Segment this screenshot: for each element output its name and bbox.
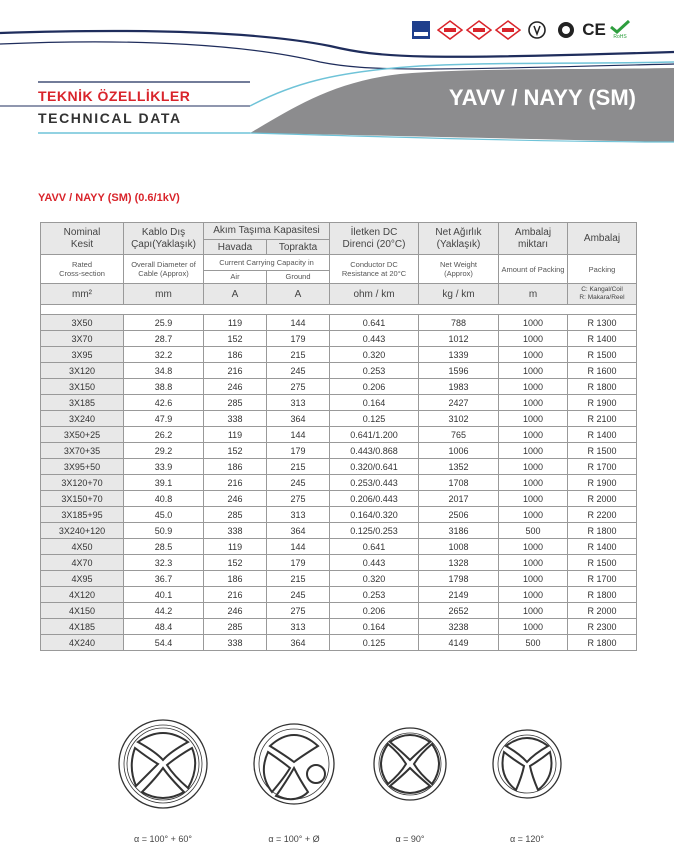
table-row bbox=[41, 555, 637, 571]
cell-weight: 2427 bbox=[419, 395, 499, 411]
unit-packing: C: Kangal/Coil R: Makara/Reel bbox=[568, 284, 637, 305]
cell-ground: 144 bbox=[267, 315, 330, 331]
cell-air: 216 bbox=[204, 587, 267, 603]
table-row bbox=[41, 635, 637, 651]
cell-packing-amount: 1000 bbox=[499, 411, 568, 427]
cell-resistance: 0.443 bbox=[330, 331, 419, 347]
cell-weight: 1352 bbox=[419, 459, 499, 475]
cell-weight: 1008 bbox=[419, 539, 499, 555]
cell-diameter: 28.5 bbox=[124, 539, 204, 555]
cell-weight: 1983 bbox=[419, 379, 499, 395]
product-title: YAVV / NAYY (SM) bbox=[448, 85, 636, 110]
cell-packing-amount: 1000 bbox=[499, 443, 568, 459]
cell-ground: 144 bbox=[267, 539, 330, 555]
cell-packing: R 2200 bbox=[568, 507, 637, 523]
table-row bbox=[41, 507, 637, 523]
table-row bbox=[41, 459, 637, 475]
cell-ground: 179 bbox=[267, 555, 330, 571]
header-weight-tr: Net Ağırlık (Yaklaşık) bbox=[419, 223, 499, 255]
cell-resistance: 0.253/0.443 bbox=[330, 475, 419, 491]
cell-air: 152 bbox=[204, 443, 267, 459]
cell-packing-amount: 1000 bbox=[499, 395, 568, 411]
cell-diameter: 25.9 bbox=[124, 315, 204, 331]
cell-ground: 215 bbox=[267, 347, 330, 363]
cell-section: 3X185 bbox=[41, 395, 124, 411]
cell-air: 186 bbox=[204, 459, 267, 475]
header-capacity-tr: Akım Taşıma Kapasitesi bbox=[204, 223, 330, 240]
cell-diameter: 39.1 bbox=[124, 475, 204, 491]
cell-packing-amount: 1000 bbox=[499, 603, 568, 619]
cell-packing: R 1400 bbox=[568, 539, 637, 555]
diagram-label-4: α = 120° bbox=[509, 834, 545, 844]
cell-diameter: 29.2 bbox=[124, 443, 204, 459]
cell-air: 246 bbox=[204, 603, 267, 619]
cell-packing: R 1500 bbox=[568, 555, 637, 571]
cell-packing-amount: 1000 bbox=[499, 619, 568, 635]
cell-ground: 245 bbox=[267, 475, 330, 491]
cell-section: 3X95+50 bbox=[41, 459, 124, 475]
cell-air: 152 bbox=[204, 331, 267, 347]
cell-resistance: 0.641 bbox=[330, 539, 419, 555]
cell-air: 246 bbox=[204, 491, 267, 507]
cell-packing-amount: 1000 bbox=[499, 507, 568, 523]
cell-section: 3X150+70 bbox=[41, 491, 124, 507]
cell-section: 3X240 bbox=[41, 411, 124, 427]
cell-diameter: 40.1 bbox=[124, 587, 204, 603]
cell-section: 4X150 bbox=[41, 603, 124, 619]
cell-diameter: 26.2 bbox=[124, 427, 204, 443]
page-title-en: TECHNICAL DATA bbox=[38, 110, 182, 126]
cell-diameter: 28.7 bbox=[124, 331, 204, 347]
cell-ground: 275 bbox=[267, 603, 330, 619]
table-row bbox=[41, 571, 637, 587]
cell-weight: 1006 bbox=[419, 443, 499, 459]
cell-diameter: 42.6 bbox=[124, 395, 204, 411]
cell-air: 186 bbox=[204, 571, 267, 587]
cell-diameter: 36.7 bbox=[124, 571, 204, 587]
unit-weight: kg / km bbox=[419, 284, 499, 305]
cell-packing-amount: 1000 bbox=[499, 379, 568, 395]
cell-resistance: 0.125 bbox=[330, 411, 419, 427]
cell-weight: 765 bbox=[419, 427, 499, 443]
table-row bbox=[41, 379, 637, 395]
cell-packing-amount: 1000 bbox=[499, 571, 568, 587]
header-capacity-en: Current Carrying Capacity in bbox=[204, 255, 330, 271]
cell-packing-amount: 1000 bbox=[499, 427, 568, 443]
cable-diagrams bbox=[0, 712, 674, 858]
cell-ground: 313 bbox=[267, 507, 330, 523]
cell-diameter: 40.8 bbox=[124, 491, 204, 507]
cell-packing: R 1700 bbox=[568, 571, 637, 587]
cell-air: 152 bbox=[204, 555, 267, 571]
header-packing-en: Packing bbox=[568, 255, 637, 284]
iso-icon bbox=[466, 20, 492, 40]
cell-ground: 179 bbox=[267, 443, 330, 459]
cell-section: 3X240+120 bbox=[41, 523, 124, 539]
table-row bbox=[41, 475, 637, 491]
cell-packing: R 1800 bbox=[568, 635, 637, 651]
cell-packing: R 1900 bbox=[568, 475, 637, 491]
cell-weight: 1708 bbox=[419, 475, 499, 491]
cell-resistance: 0.206 bbox=[330, 379, 419, 395]
cell-resistance: 0.641 bbox=[330, 315, 419, 331]
cell-weight: 4149 bbox=[419, 635, 499, 651]
table-row bbox=[41, 411, 637, 427]
cable-cross-section-3-core-round-neutral-icon bbox=[252, 712, 336, 824]
cell-weight: 3238 bbox=[419, 619, 499, 635]
cell-weight: 788 bbox=[419, 315, 499, 331]
cell-air: 119 bbox=[204, 427, 267, 443]
unit-resistance: ohm / km bbox=[330, 284, 419, 305]
cell-packing: R 2100 bbox=[568, 411, 637, 427]
diagram-label-3: α = 90° bbox=[395, 834, 425, 844]
header-diameter-tr: Kablo Dış Çapı(Yaklaşık) bbox=[124, 223, 204, 255]
unit-section: mm² bbox=[41, 284, 124, 305]
cell-packing: R 2300 bbox=[568, 619, 637, 635]
cell-ground: 179 bbox=[267, 331, 330, 347]
cell-section: 3X70 bbox=[41, 331, 124, 347]
cell-weight: 2149 bbox=[419, 587, 499, 603]
cell-resistance: 0.320 bbox=[330, 347, 419, 363]
cell-air: 338 bbox=[204, 523, 267, 539]
cell-packing-amount: 1000 bbox=[499, 491, 568, 507]
cell-air: 338 bbox=[204, 411, 267, 427]
cell-packing: R 1900 bbox=[568, 395, 637, 411]
cell-packing: R 1700 bbox=[568, 459, 637, 475]
table-row bbox=[41, 395, 637, 411]
cable-cross-section-4-core-icon bbox=[118, 712, 208, 824]
cell-resistance: 0.164/0.320 bbox=[330, 507, 419, 523]
cell-diameter: 47.9 bbox=[124, 411, 204, 427]
iso-icon bbox=[495, 20, 521, 40]
table-row bbox=[41, 587, 637, 603]
header-packing-amount-tr: Ambalaj miktarı bbox=[499, 223, 568, 255]
cell-ground: 364 bbox=[267, 635, 330, 651]
cell-packing: R 1500 bbox=[568, 347, 637, 363]
table-row bbox=[41, 363, 637, 379]
cell-air: 216 bbox=[204, 475, 267, 491]
cell-packing-amount: 1000 bbox=[499, 459, 568, 475]
cell-packing: R 1800 bbox=[568, 379, 637, 395]
section-subtitle: YAVV / NAYY (SM) (0.6/1kV) bbox=[38, 192, 180, 204]
cell-section: 3X185+95 bbox=[41, 507, 124, 523]
cell-packing: R 1800 bbox=[568, 523, 637, 539]
cell-diameter: 38.8 bbox=[124, 379, 204, 395]
cell-diameter: 44.2 bbox=[124, 603, 204, 619]
technical-data-table bbox=[40, 222, 637, 651]
cell-resistance: 0.206/0.443 bbox=[330, 491, 419, 507]
table-row bbox=[41, 331, 637, 347]
cell-diameter: 50.9 bbox=[124, 523, 204, 539]
cell-section: 4X95 bbox=[41, 571, 124, 587]
cell-air: 285 bbox=[204, 395, 267, 411]
cell-ground: 144 bbox=[267, 427, 330, 443]
cell-packing-amount: 1000 bbox=[499, 539, 568, 555]
cell-packing: R 2000 bbox=[568, 603, 637, 619]
cell-packing: R 1400 bbox=[568, 331, 637, 347]
cell-resistance: 0.641/1.200 bbox=[330, 427, 419, 443]
cell-ground: 313 bbox=[267, 395, 330, 411]
cell-section: 4X185 bbox=[41, 619, 124, 635]
cell-weight: 2652 bbox=[419, 603, 499, 619]
header-diameter-en: Overall Diameter of Cable (Approx) bbox=[124, 255, 204, 284]
cell-ground: 364 bbox=[267, 523, 330, 539]
cell-section: 3X120 bbox=[41, 363, 124, 379]
cell-ground: 313 bbox=[267, 619, 330, 635]
cell-diameter: 54.4 bbox=[124, 635, 204, 651]
cell-ground: 275 bbox=[267, 379, 330, 395]
table-row bbox=[41, 427, 637, 443]
cell-packing: R 1800 bbox=[568, 587, 637, 603]
table-row bbox=[41, 539, 637, 555]
cell-air: 186 bbox=[204, 347, 267, 363]
cell-section: 4X120 bbox=[41, 587, 124, 603]
cell-packing: R 1400 bbox=[568, 427, 637, 443]
cell-section: 4X50 bbox=[41, 539, 124, 555]
table-row bbox=[41, 491, 637, 507]
iso-icon bbox=[437, 20, 463, 40]
cell-resistance: 0.253 bbox=[330, 363, 419, 379]
pg-mark-icon bbox=[553, 20, 579, 40]
table-row bbox=[41, 523, 637, 539]
cell-packing: R 1500 bbox=[568, 443, 637, 459]
cell-diameter: 33.9 bbox=[124, 459, 204, 475]
header-resistance-en: Conductor DC Resistance at 20°C bbox=[330, 255, 419, 284]
cell-packing: R 1300 bbox=[568, 315, 637, 331]
cell-packing: R 2000 bbox=[568, 491, 637, 507]
cell-ground: 245 bbox=[267, 363, 330, 379]
cell-weight: 2506 bbox=[419, 507, 499, 523]
cell-resistance: 0.443/0.868 bbox=[330, 443, 419, 459]
cell-packing-amount: 1000 bbox=[499, 555, 568, 571]
g-mark-icon bbox=[524, 20, 550, 40]
page-title-tr: TEKNİK ÖZELLİKLER bbox=[38, 88, 191, 104]
cell-resistance: 0.125 bbox=[330, 635, 419, 651]
cell-resistance: 0.320 bbox=[330, 571, 419, 587]
cell-packing-amount: 500 bbox=[499, 523, 568, 539]
cell-air: 285 bbox=[204, 507, 267, 523]
cell-air: 285 bbox=[204, 619, 267, 635]
cable-cross-section-4-equal-core-icon bbox=[372, 712, 448, 824]
table-row bbox=[41, 315, 637, 331]
cell-ground: 215 bbox=[267, 571, 330, 587]
diagram-label-2: α = 100° + Ø bbox=[268, 834, 320, 844]
table-row bbox=[41, 443, 637, 459]
header-air-tr: Havada bbox=[204, 240, 267, 255]
cell-weight: 1328 bbox=[419, 555, 499, 571]
cell-packing-amount: 1000 bbox=[499, 587, 568, 603]
cell-packing-amount: 1000 bbox=[499, 315, 568, 331]
unit-diameter: mm bbox=[124, 284, 204, 305]
cell-packing-amount: 500 bbox=[499, 635, 568, 651]
cell-weight: 1596 bbox=[419, 363, 499, 379]
cell-ground: 215 bbox=[267, 459, 330, 475]
header-weight-en: Net Weight (Approx) bbox=[419, 255, 499, 284]
cell-ground: 245 bbox=[267, 587, 330, 603]
cell-weight: 2017 bbox=[419, 491, 499, 507]
cell-diameter: 32.2 bbox=[124, 347, 204, 363]
unit-ground: A bbox=[267, 284, 330, 305]
cell-air: 119 bbox=[204, 315, 267, 331]
cell-weight: 1012 bbox=[419, 331, 499, 347]
ce-mark-icon: CE bbox=[582, 20, 606, 39]
cell-section: 3X150 bbox=[41, 379, 124, 395]
cell-section: 3X50 bbox=[41, 315, 124, 331]
cell-resistance: 0.125/0.253 bbox=[330, 523, 419, 539]
cell-ground: 364 bbox=[267, 411, 330, 427]
table-row bbox=[41, 603, 637, 619]
cell-air: 119 bbox=[204, 539, 267, 555]
cable-cross-section-3-equal-core-icon bbox=[490, 712, 564, 824]
cell-resistance: 0.164 bbox=[330, 619, 419, 635]
cell-diameter: 45.0 bbox=[124, 507, 204, 523]
rohs-label: RoHS bbox=[613, 34, 627, 40]
cell-air: 246 bbox=[204, 379, 267, 395]
header-resistance-tr: İletken DC Direnci (20°C) bbox=[330, 223, 419, 255]
diagram-label-1: α = 100° + 60° bbox=[134, 834, 192, 844]
table-row bbox=[41, 619, 637, 635]
table-row bbox=[41, 347, 637, 363]
cell-resistance: 0.164 bbox=[330, 395, 419, 411]
tse-icon bbox=[408, 20, 434, 40]
unit-air: A bbox=[204, 284, 267, 305]
cell-packing-amount: 1000 bbox=[499, 363, 568, 379]
cell-section: 3X120+70 bbox=[41, 475, 124, 491]
header-packing-amount-en: Amount of Packing bbox=[499, 255, 568, 284]
cell-diameter: 34.8 bbox=[124, 363, 204, 379]
certification-badges bbox=[408, 20, 631, 40]
header-section-tr: Nominal Kesit bbox=[41, 223, 124, 255]
cell-air: 338 bbox=[204, 635, 267, 651]
cell-resistance: 0.320/0.641 bbox=[330, 459, 419, 475]
cell-section: 3X50+25 bbox=[41, 427, 124, 443]
header-air-en: Air bbox=[204, 270, 267, 283]
cell-section: 4X240 bbox=[41, 635, 124, 651]
header-ground-tr: Toprakta bbox=[267, 240, 330, 255]
rohs-icon bbox=[609, 20, 631, 40]
cell-packing-amount: 1000 bbox=[499, 331, 568, 347]
cell-air: 216 bbox=[204, 363, 267, 379]
cell-section: 3X70+35 bbox=[41, 443, 124, 459]
cell-section: 3X95 bbox=[41, 347, 124, 363]
header-section-en: Rated Cross-section bbox=[41, 255, 124, 284]
header-packing-tr: Ambalaj bbox=[568, 223, 637, 255]
header-ground-en: Ground bbox=[267, 270, 330, 283]
cell-section: 4X70 bbox=[41, 555, 124, 571]
cell-diameter: 32.3 bbox=[124, 555, 204, 571]
cell-packing-amount: 1000 bbox=[499, 347, 568, 363]
cell-packing-amount: 1000 bbox=[499, 475, 568, 491]
cell-resistance: 0.443 bbox=[330, 555, 419, 571]
unit-packing-amount: m bbox=[499, 284, 568, 305]
cell-weight: 1798 bbox=[419, 571, 499, 587]
cell-packing: R 1600 bbox=[568, 363, 637, 379]
cell-resistance: 0.253 bbox=[330, 587, 419, 603]
cell-ground: 275 bbox=[267, 491, 330, 507]
cell-weight: 3102 bbox=[419, 411, 499, 427]
cell-diameter: 48.4 bbox=[124, 619, 204, 635]
cell-resistance: 0.206 bbox=[330, 603, 419, 619]
cell-weight: 1339 bbox=[419, 347, 499, 363]
cell-weight: 3186 bbox=[419, 523, 499, 539]
